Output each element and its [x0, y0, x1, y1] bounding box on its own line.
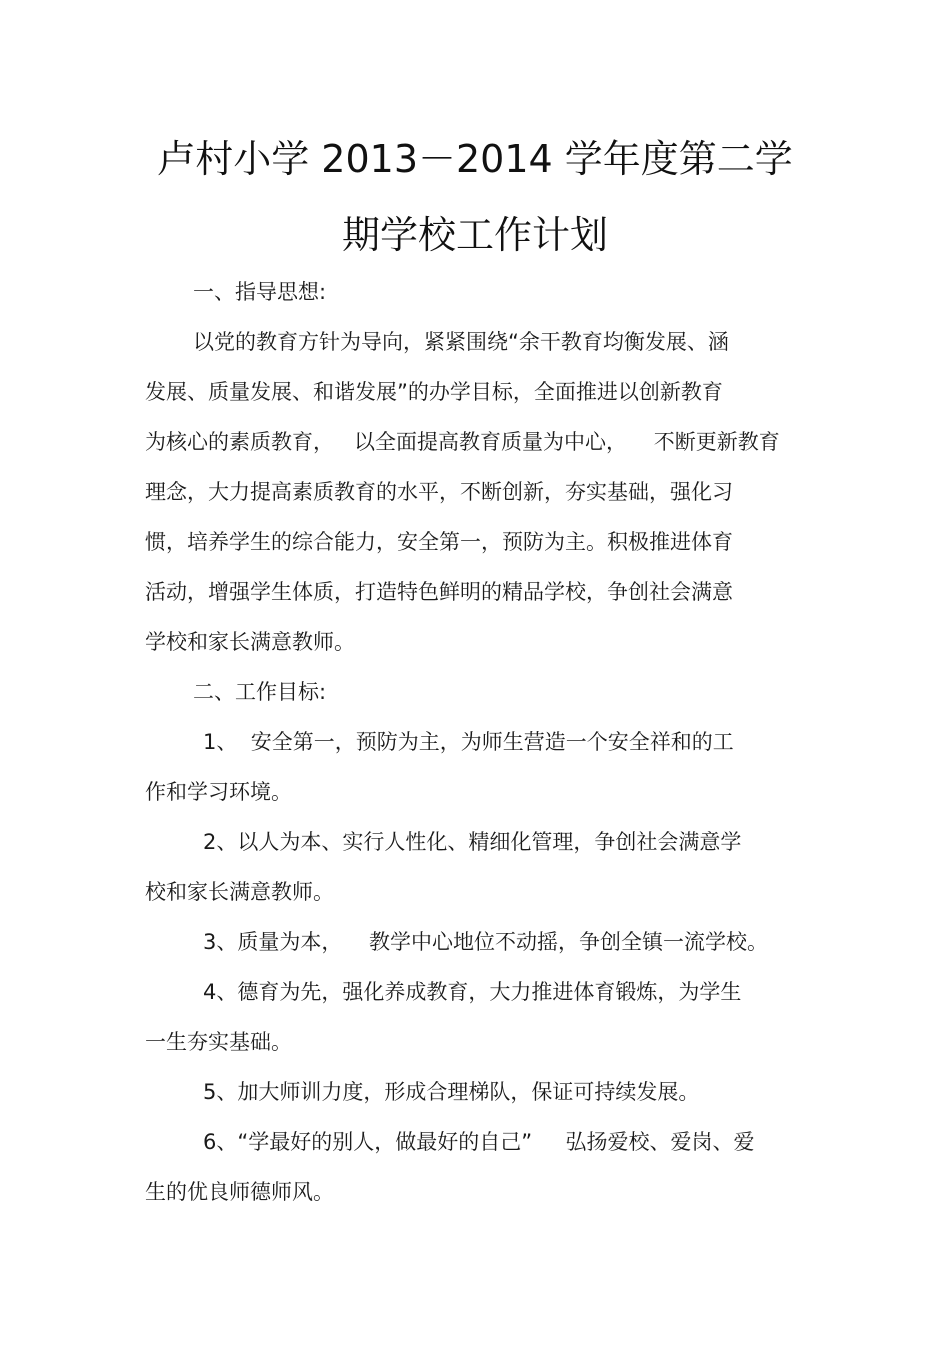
goal-line: 3、质量为本， 教学中心地位不动摇，争创全镇一流学校。	[203, 930, 769, 954]
document-title-line-1: 卢村小学 2013－2014 学年度第二学	[157, 137, 793, 181]
paragraph-line: 学校和家长满意教师。	[145, 630, 355, 654]
goal-line: 校和家长满意教师。	[145, 880, 334, 904]
section-heading-work-goals: 二、工作目标:	[193, 680, 327, 704]
paragraph-line: 活动，增强学生体质，打造特色鲜明的精品学校，争创社会满意	[145, 580, 733, 604]
goal-line: 5、加大师训力度，形成合理梯队，保证可持续发展。	[203, 1080, 700, 1104]
goal-line: 4、德育为先，强化养成教育，大力推进体育锻炼，为学生	[203, 980, 742, 1004]
goal-line: 6、“学最好的别人，做最好的自己” 弘扬爱校、爱岗、爱	[203, 1130, 755, 1154]
document-title-line-2: 期学校工作计划	[341, 213, 608, 257]
paragraph-line: 理念，大力提高素质教育的水平，不断创新，夯实基础，强化习	[145, 480, 733, 504]
goal-line: 作和学习环境。	[145, 780, 292, 804]
paragraph-line: 惯，培养学生的综合能力，安全第一，预防为主。积极推进体育	[145, 530, 733, 554]
goal-line: 2、以人为本、实行人性化、精细化管理，争创社会满意学	[203, 830, 742, 854]
paragraph-line: 发展、质量发展、和谐发展”的办学目标，全面推进以创新教育	[145, 380, 723, 404]
section-heading-guiding-ideology: 一、指导思想:	[193, 280, 327, 304]
goal-line: 一生夯实基础。	[145, 1030, 292, 1054]
goal-line: 1、 安全第一，预防为主，为师生营造一个安全祥和的工	[203, 730, 734, 754]
paragraph-line: 为核心的素质教育， 以全面提高教育质量为中心， 不断更新教育	[145, 430, 780, 454]
goal-line: 生的优良师德师风。	[145, 1180, 334, 1204]
paragraph-line: 以党的教育方针为导向，紧紧围绕“余干教育均衡发展、涵	[193, 330, 729, 354]
